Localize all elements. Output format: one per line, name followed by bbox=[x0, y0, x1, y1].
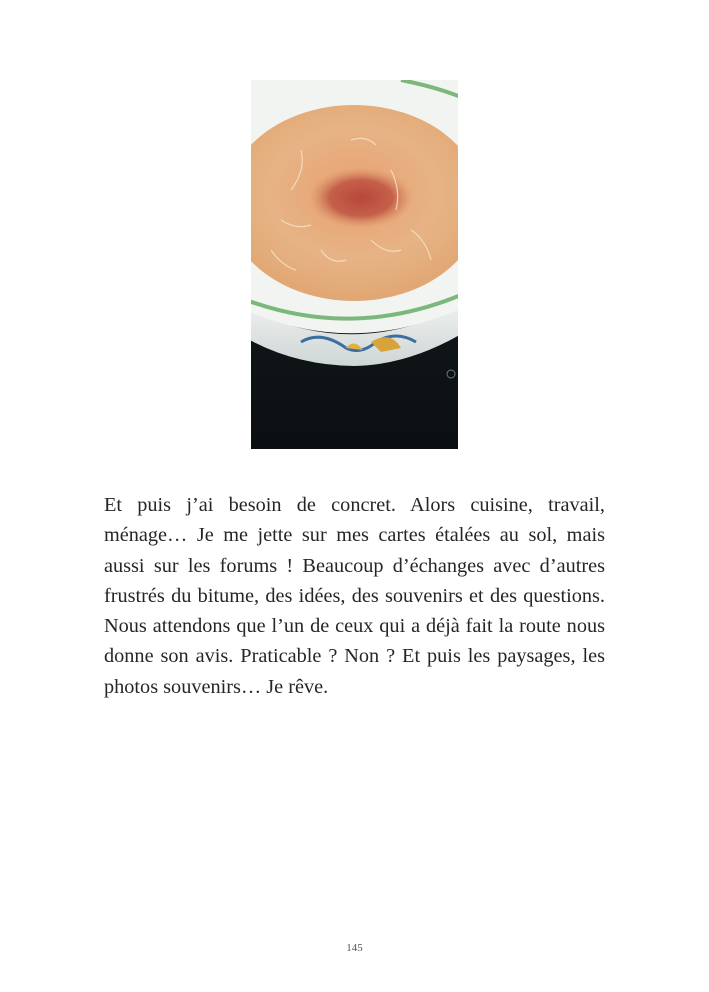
page-number: 145 bbox=[346, 942, 363, 954]
creme-brulee-bowl-image bbox=[251, 80, 458, 449]
dessert-bowl-photo bbox=[251, 80, 458, 449]
body-paragraph: Et puis j’ai besoin de concret. Alors cuisine, travail, ménage… Je me jette sur mes cartes étalées au sol, mais aussi sur les forums ! Beaucoup d’échanges avec d’autres frustrés du bitume, des idées, des souvenirs et des questions. Nous attendons que l’un de ceux qui a déjà fait la route nous donne son avis. Praticable ? Non ? Et puis les paysages, les photos souvenirs… Je rêve. bbox=[104, 494, 605, 698]
